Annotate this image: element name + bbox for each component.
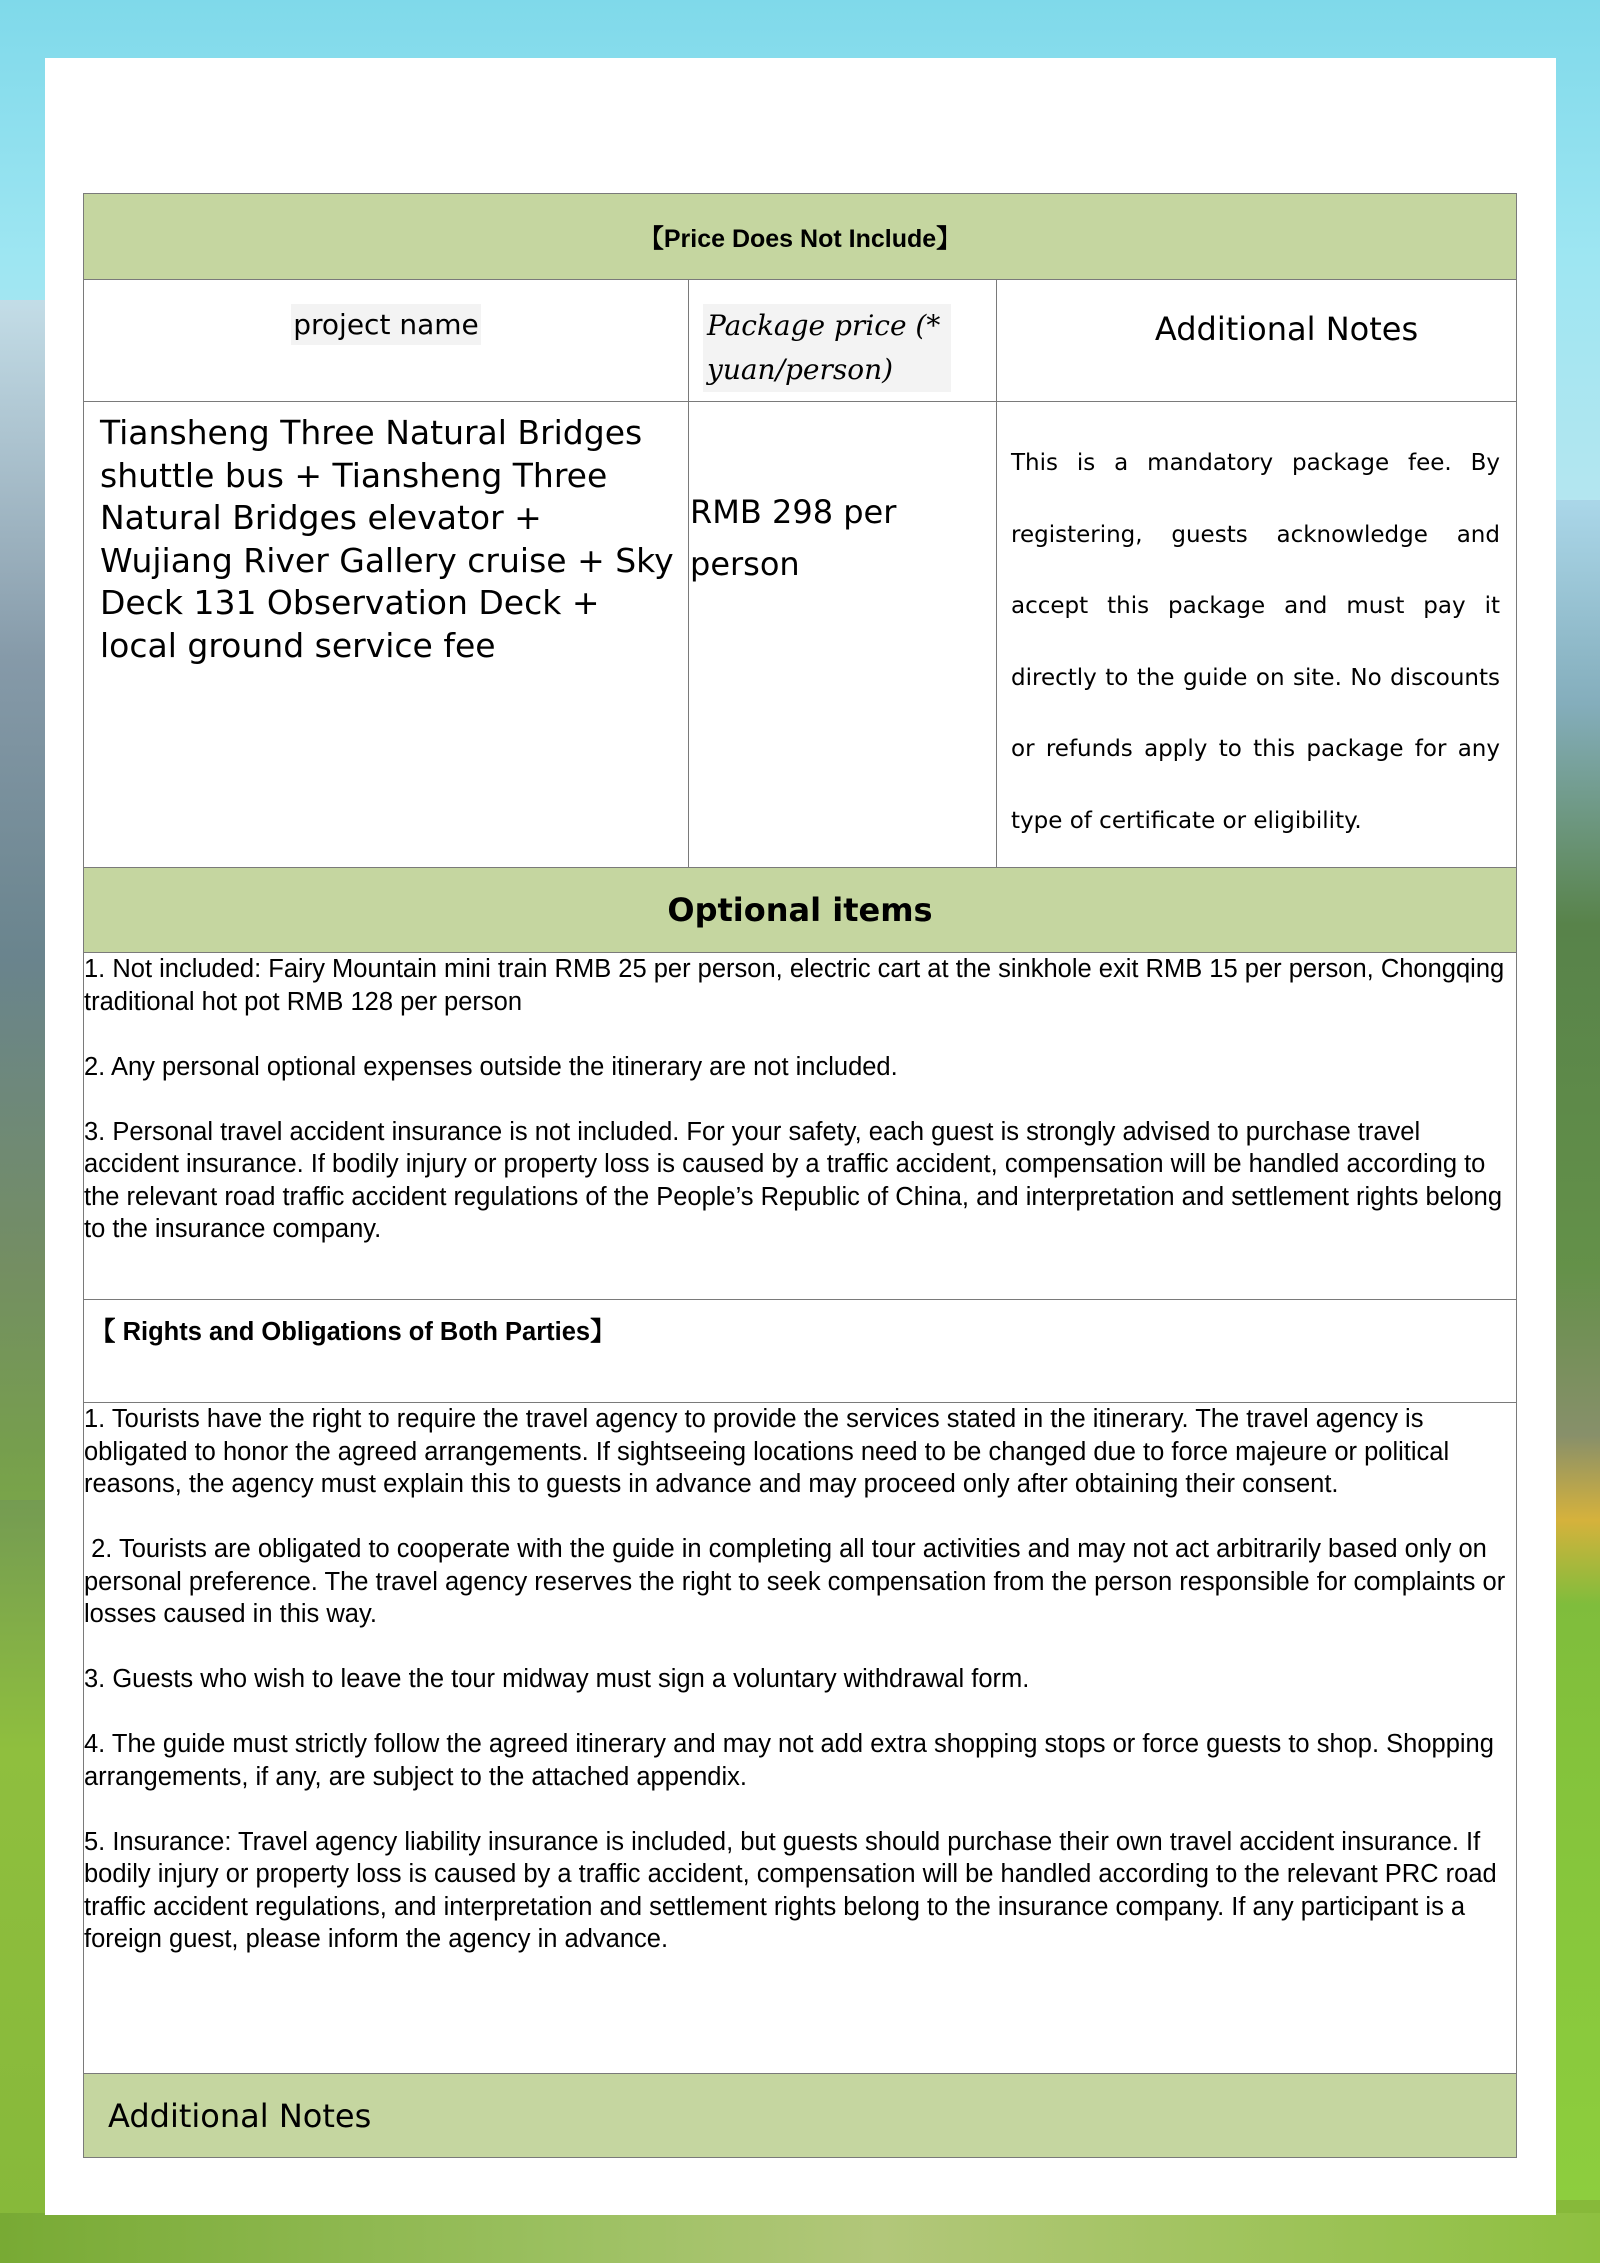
notes-cell xyxy=(997,402,1517,868)
package-price-value: RMB 298 per person xyxy=(690,493,897,583)
optional-items-title: Optional items xyxy=(84,868,1517,953)
table-row xyxy=(84,402,1517,868)
header-package-price-cell xyxy=(689,280,997,402)
rights-title-row xyxy=(84,1300,1517,1403)
rights-item: 2. Tourists are obligated to cooperate with the guide in completing all tour activities and may not act arbitrarily based only on personal preference. The travel agency reserves the right to seek compensation from the person responsible for complaints or losses caused in this way. xyxy=(84,1535,1513,1628)
rights-body-row xyxy=(84,1403,1517,2074)
optional-items-list xyxy=(84,953,1517,1300)
optional-item: 1. Not included: Fairy Mountain mini train RMB 25 per person, electric cart at the sinkhole exit RMB 15 per person, Chongqing traditional hot pot RMB 128 per person xyxy=(84,955,1505,1016)
price-cell xyxy=(689,402,997,868)
project-description: Tiansheng Three Natural Bridges shuttle bus + Tiansheng Three Natural Bridges elevator + Wujiang River Gallery cruise + Sky Deck 131 Observation Deck + local ground service fee xyxy=(100,413,674,665)
background-photo-right xyxy=(1550,500,1600,2200)
itinerary-terms-table xyxy=(83,193,1517,2158)
header-project-name-cell xyxy=(84,280,689,402)
rights-item: 4. The guide must strictly follow the agreed itinerary and may not add extra shopping stops or force guests to shop. Shopping arrangements, if any, are subject to the attached appendix. xyxy=(84,1730,1494,1791)
additional-notes-title: Additional Notes xyxy=(108,2096,372,2135)
additional-notes-row xyxy=(84,2074,1517,2158)
project-cell xyxy=(84,402,689,868)
header-project-name: project name xyxy=(291,304,481,345)
rights-item: 1. Tourists have the right to require the travel agency to provide the services stated in the itinerary. The travel agency is obligated to honor the agreed arrangements. If sightseeing locations need to be changed due to force majeure or political reasons, the agency must explain this to guests in advance and may proceed only after obtaining their consent. xyxy=(84,1405,1450,1498)
optional-items-body-row xyxy=(84,953,1517,1300)
optional-item: 3. Personal travel accident insurance is not included. For your safety, each guest is strongly advised to purchase travel accident insurance. If bodily injury or property loss is caused by a traffic accident, compensation will be handled according to the relevant road traffic accident regulations of the People’s Republic of China, and interpretation and settlement rights belong to the insurance company. xyxy=(84,1117,1503,1243)
rights-title: 【 Rights and Obligations of Both Parties】 xyxy=(90,1318,616,1346)
rights-title-cell xyxy=(84,1300,1517,1403)
price-table-header-row xyxy=(84,280,1517,402)
price-not-include-title-row xyxy=(84,194,1517,280)
package-notes: This is a mandatory package fee. By registering, guests acknowledge and accept this package and must pay it directly to the guide on site. No discounts or refunds apply to this package for any type of certificate or eligibility. xyxy=(1011,450,1500,834)
header-package-price: Package price (* yuan/person) xyxy=(703,304,951,392)
rights-list xyxy=(84,1403,1517,2074)
rights-item: 3. Guests who wish to leave the tour midway must sign a voluntary withdrawal form. xyxy=(84,1665,1030,1693)
price-not-include-title: 【Price Does Not Include】 xyxy=(84,194,1517,280)
additional-notes-cell xyxy=(84,2074,1517,2158)
header-additional-notes-cell xyxy=(997,280,1517,402)
optional-items-title-row xyxy=(84,868,1517,953)
rights-item: 5. Insurance: Travel agency liability insurance is included, but guests should purchase their own travel accident insurance. If bodily injury or property loss is caused by a traffic accident, compensation will be handled according to the relevant PRC road traffic accident regulations, and interpretation and settlement rights belong to the insurance company. If any participant is a foreign guest, please inform the agency in advance. xyxy=(84,1827,1497,1953)
background-photo-bottom xyxy=(0,2213,1600,2263)
header-additional-notes: Additional Notes xyxy=(1154,310,1419,348)
optional-item: 2. Any personal optional expenses outside the itinerary are not included. xyxy=(84,1052,898,1081)
